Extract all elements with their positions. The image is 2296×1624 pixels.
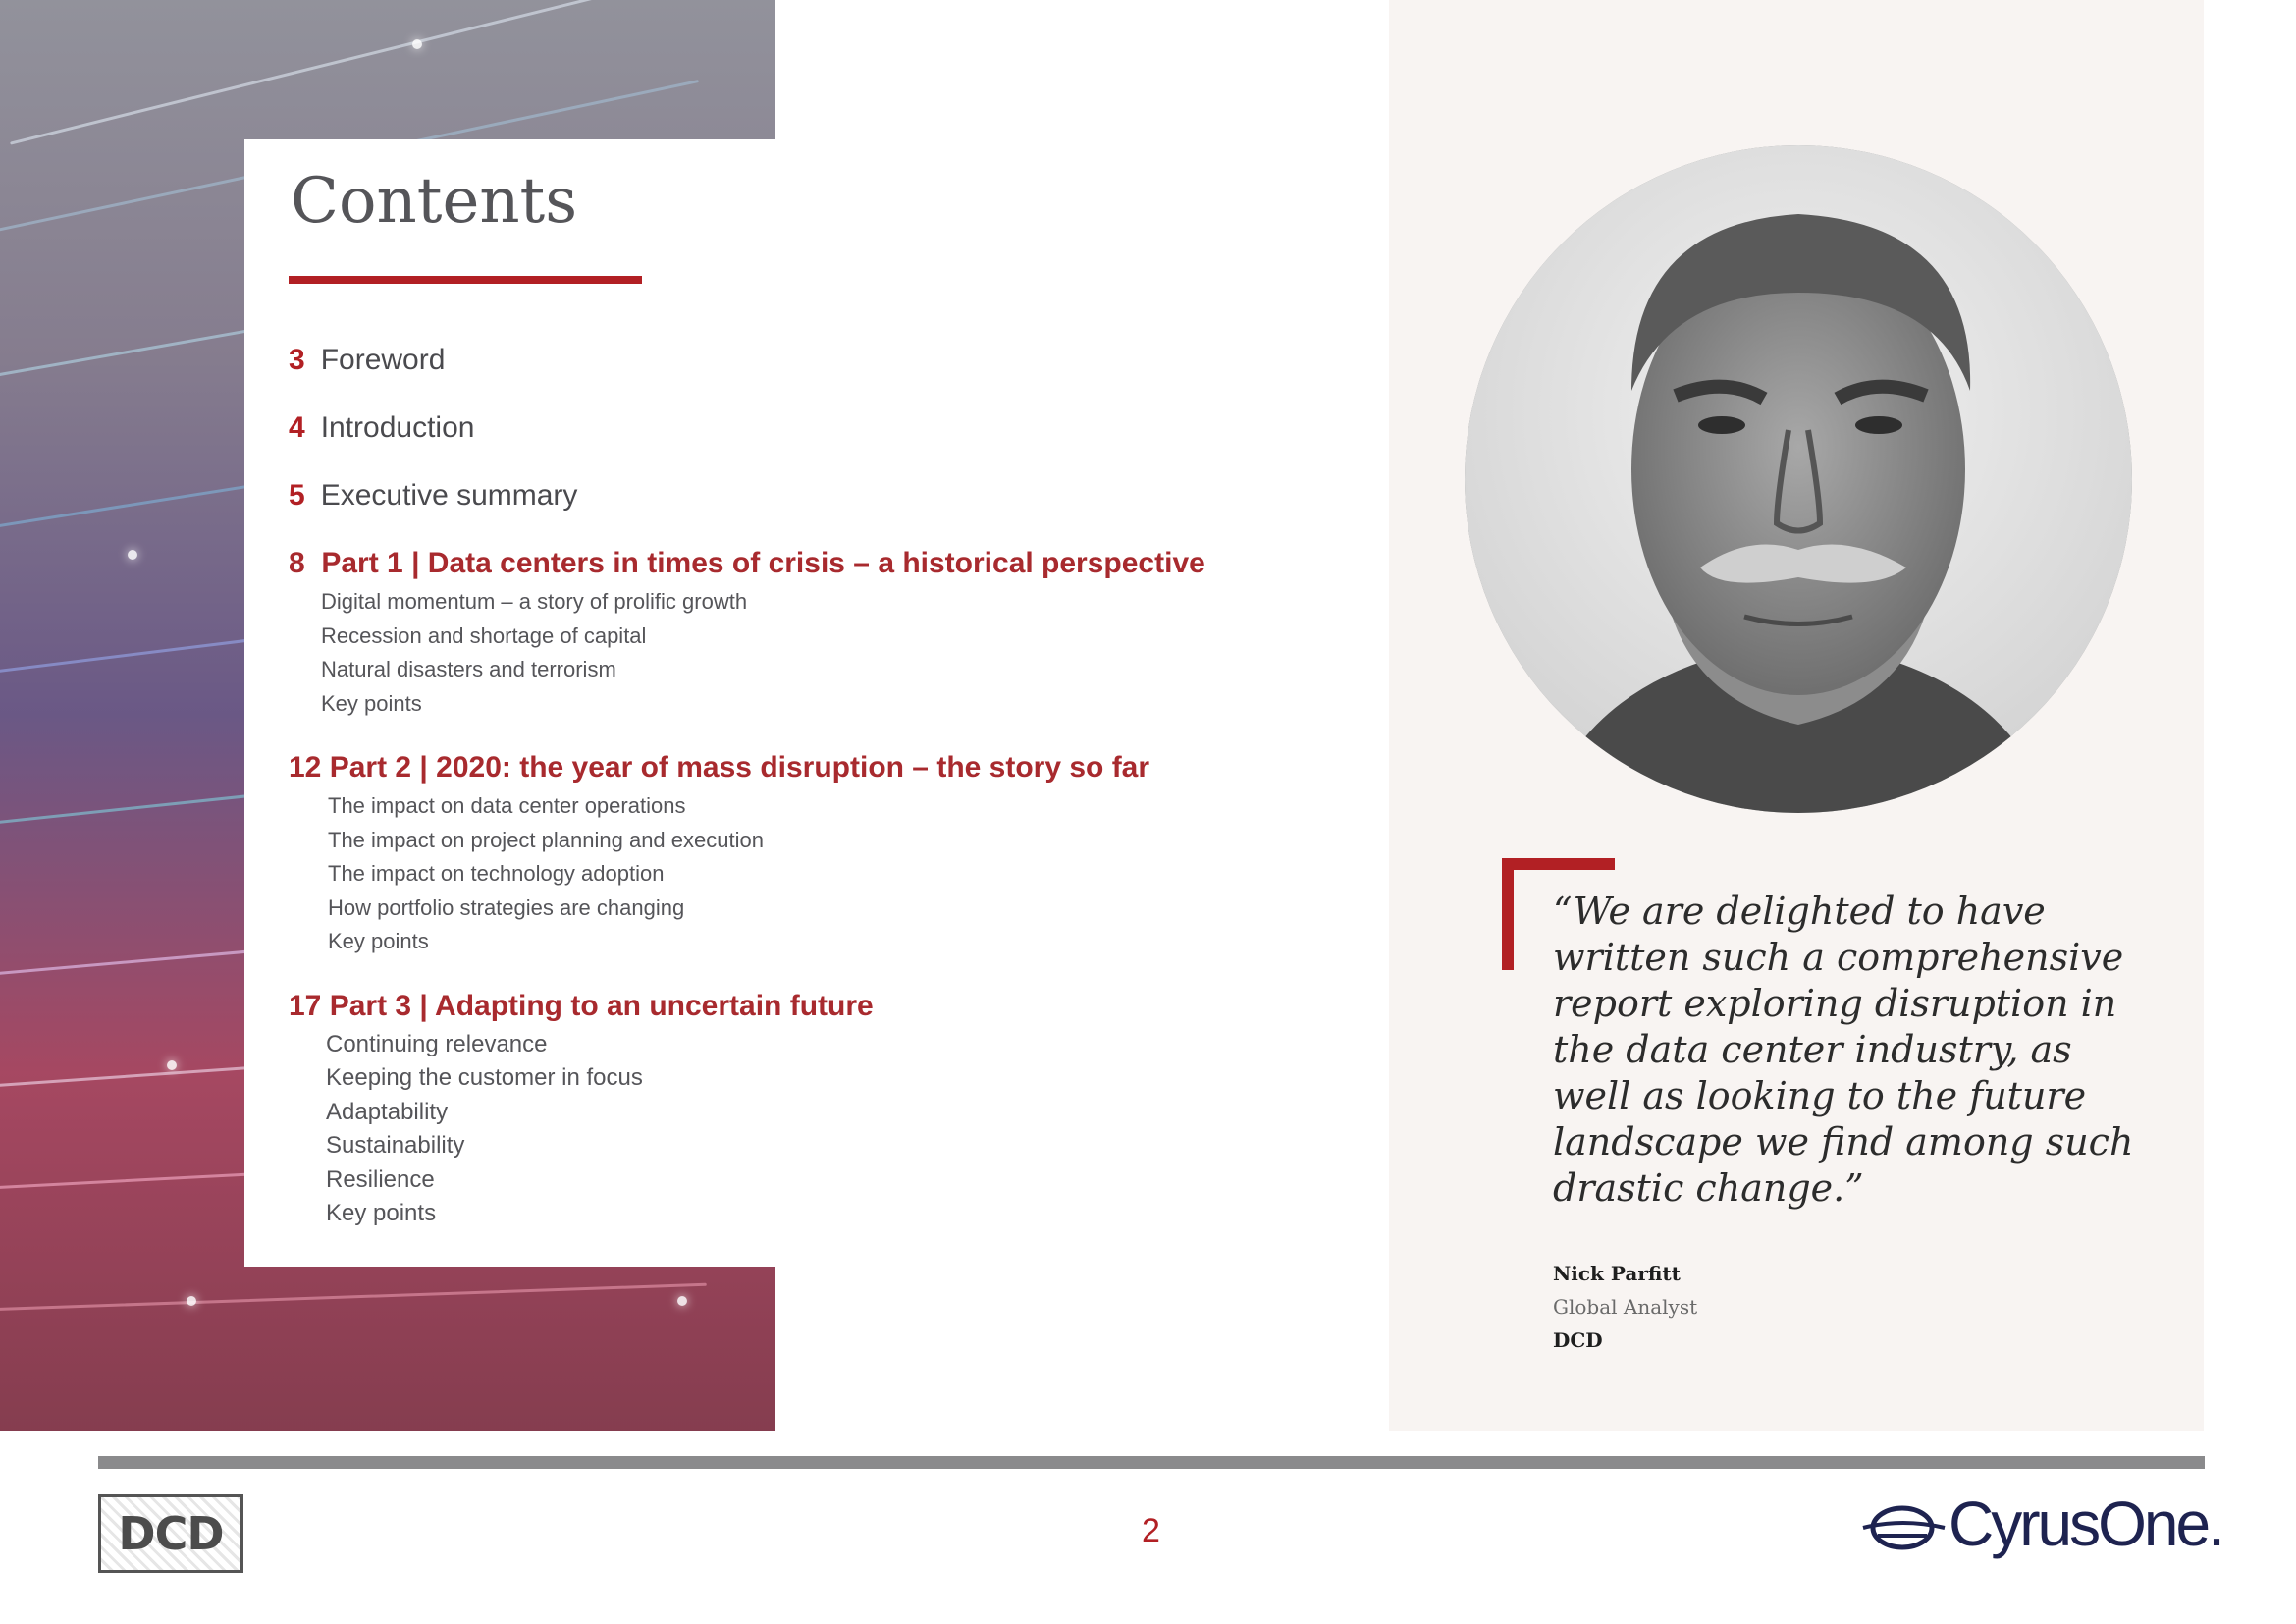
quote-author-organization: DCD	[1553, 1328, 1603, 1352]
analyst-portrait	[1465, 145, 2132, 813]
photo-light-dot	[677, 1296, 687, 1306]
toc-subitem[interactable]: Natural disasters and terrorism	[321, 657, 616, 681]
photo-streak	[0, 1283, 707, 1313]
pull-quote: “We are delighted to have written such a comprehensive report exploring disruption in the data center industry, as well as looking to the future landscape we find among such drastic change.”	[1553, 890, 2134, 1210]
toc-part-3-items	[289, 1028, 1251, 1231]
quote-author-role: Global Analyst	[1553, 1295, 1698, 1319]
toc-entry-introduction[interactable]	[289, 406, 1251, 474]
toc-subitem[interactable]: Digital momentum – a story of prolific growth	[321, 589, 748, 614]
toc-subitem[interactable]: Key points	[321, 690, 422, 716]
toc-subitem[interactable]: Continuing relevance	[326, 1030, 548, 1057]
contents-title: Contents	[291, 165, 578, 238]
quote-bracket	[1502, 858, 1514, 970]
quote-author-name: Nick Parfitt	[1553, 1262, 1681, 1285]
toc-subitem[interactable]: The impact on data center operations	[328, 793, 686, 818]
toc-part-2-items	[289, 789, 1251, 959]
toc-page-number: 3	[289, 344, 305, 376]
toc-part-1-heading[interactable]: 8 Part 1 | Data centers in times of crisis – a historical perspective	[289, 547, 1205, 579]
toc-page-number: 5	[289, 479, 305, 512]
toc-subitem[interactable]: The impact on project planning and execution	[328, 827, 764, 852]
portrait-illustration	[1465, 145, 2132, 813]
toc-subitem[interactable]: Sustainability	[326, 1132, 465, 1159]
toc-subitem[interactable]: Recession and shortage of capital	[321, 623, 647, 648]
photo-light-dot	[412, 39, 422, 49]
toc-subitem[interactable]: Resilience	[326, 1165, 435, 1193]
cyrusone-logo-text: CyrusOne.	[1949, 1489, 2222, 1559]
page-number: 2	[1142, 1512, 1160, 1549]
toc-subitem[interactable]: How portfolio strategies are changing	[328, 894, 685, 920]
table-of-contents	[289, 339, 1251, 1231]
dcd-logo[interactable]	[98, 1494, 243, 1573]
toc-part-2-heading[interactable]: 12 Part 2 | 2020: the year of mass disruption – the story so far	[289, 751, 1150, 784]
photo-light-dot	[167, 1060, 177, 1070]
toc-entry-label: Introduction	[320, 411, 475, 444]
toc-subitem[interactable]: Key points	[328, 929, 429, 953]
photo-streak	[10, 0, 677, 145]
toc-entry-label: Executive summary	[320, 479, 578, 512]
toc-subitem[interactable]: Key points	[326, 1200, 437, 1226]
toc-subitem[interactable]: Adaptability	[326, 1098, 449, 1125]
photo-light-dot	[128, 550, 137, 560]
toc-page-number: 4	[289, 411, 305, 444]
toc-subitem[interactable]: The impact on technology adoption	[328, 861, 665, 886]
toc-subitem[interactable]: Keeping the customer in focus	[326, 1064, 643, 1091]
toc-part-1-items	[289, 585, 1251, 721]
photo-light-dot	[187, 1296, 196, 1306]
toc-entry-foreword[interactable]	[289, 339, 1251, 406]
footer-divider	[98, 1456, 2205, 1469]
toc-entry-label: Foreword	[320, 344, 446, 376]
title-underline	[289, 276, 642, 284]
quote-bracket	[1502, 858, 1615, 870]
toc-part-3-heading[interactable]: 17 Part 3 | Adapting to an uncertain future	[289, 989, 874, 1022]
dcd-logo-text: DCD	[118, 1507, 224, 1560]
toc-entry-executive-summary[interactable]	[289, 474, 1251, 542]
orbit-icon	[1873, 1508, 1932, 1547]
